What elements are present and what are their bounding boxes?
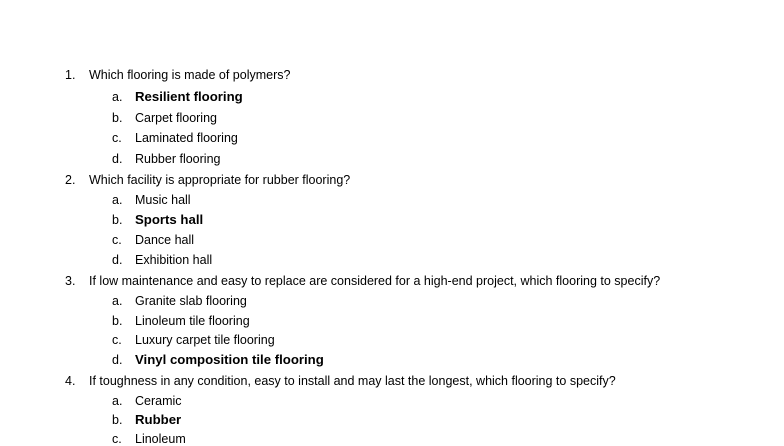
question-text: Which flooring is made of polymers?	[89, 68, 291, 82]
option-letter: b.	[112, 413, 123, 427]
option-letter: a.	[112, 193, 123, 207]
option-letter: c.	[112, 432, 122, 446]
option-text: Dance hall	[135, 233, 195, 247]
option-letter: c.	[112, 131, 122, 145]
option-text: Linoleum tile flooring	[135, 314, 250, 328]
option-text: Granite slab flooring	[135, 294, 247, 308]
option-text: Music hall	[135, 193, 191, 207]
option-letter: b.	[112, 111, 123, 125]
option-text: Luxury carpet tile flooring	[135, 333, 275, 347]
question-number: 1.	[65, 68, 76, 82]
question-text: If low maintenance and easy to replace are considered for a high-end project, which flooring to specify?	[89, 274, 661, 288]
option-text: Laminated flooring	[135, 131, 238, 145]
question-text: If toughness in any condition, easy to install and may last the longest, which flooring to specify?	[89, 374, 616, 388]
option-text: Ceramic	[135, 394, 182, 408]
option-letter: d.	[112, 253, 123, 267]
option-letter: c.	[112, 333, 122, 347]
option-text: Resilient flooring	[135, 89, 243, 104]
question-number: 4.	[65, 374, 76, 388]
option-letter: c.	[112, 233, 122, 247]
option-text: Linoleum	[135, 432, 186, 446]
question-text: Which facility is appropriate for rubber flooring?	[89, 173, 351, 187]
option-text: Rubber flooring	[135, 152, 221, 166]
option-letter: a.	[112, 394, 123, 408]
option-letter: b.	[112, 314, 123, 328]
option-letter: d.	[112, 152, 123, 166]
option-text: Rubber	[135, 412, 182, 427]
option-text: Vinyl composition tile flooring	[135, 352, 324, 367]
option-text: Exhibition hall	[135, 253, 213, 267]
option-letter: b.	[112, 213, 123, 227]
option-text: Carpet flooring	[135, 111, 217, 125]
option-letter: a.	[112, 90, 123, 104]
option-letter: a.	[112, 294, 123, 308]
question-number: 2.	[65, 173, 76, 187]
option-text: Sports hall	[135, 212, 204, 227]
question-number: 3.	[65, 274, 76, 288]
option-letter: d.	[112, 353, 123, 367]
